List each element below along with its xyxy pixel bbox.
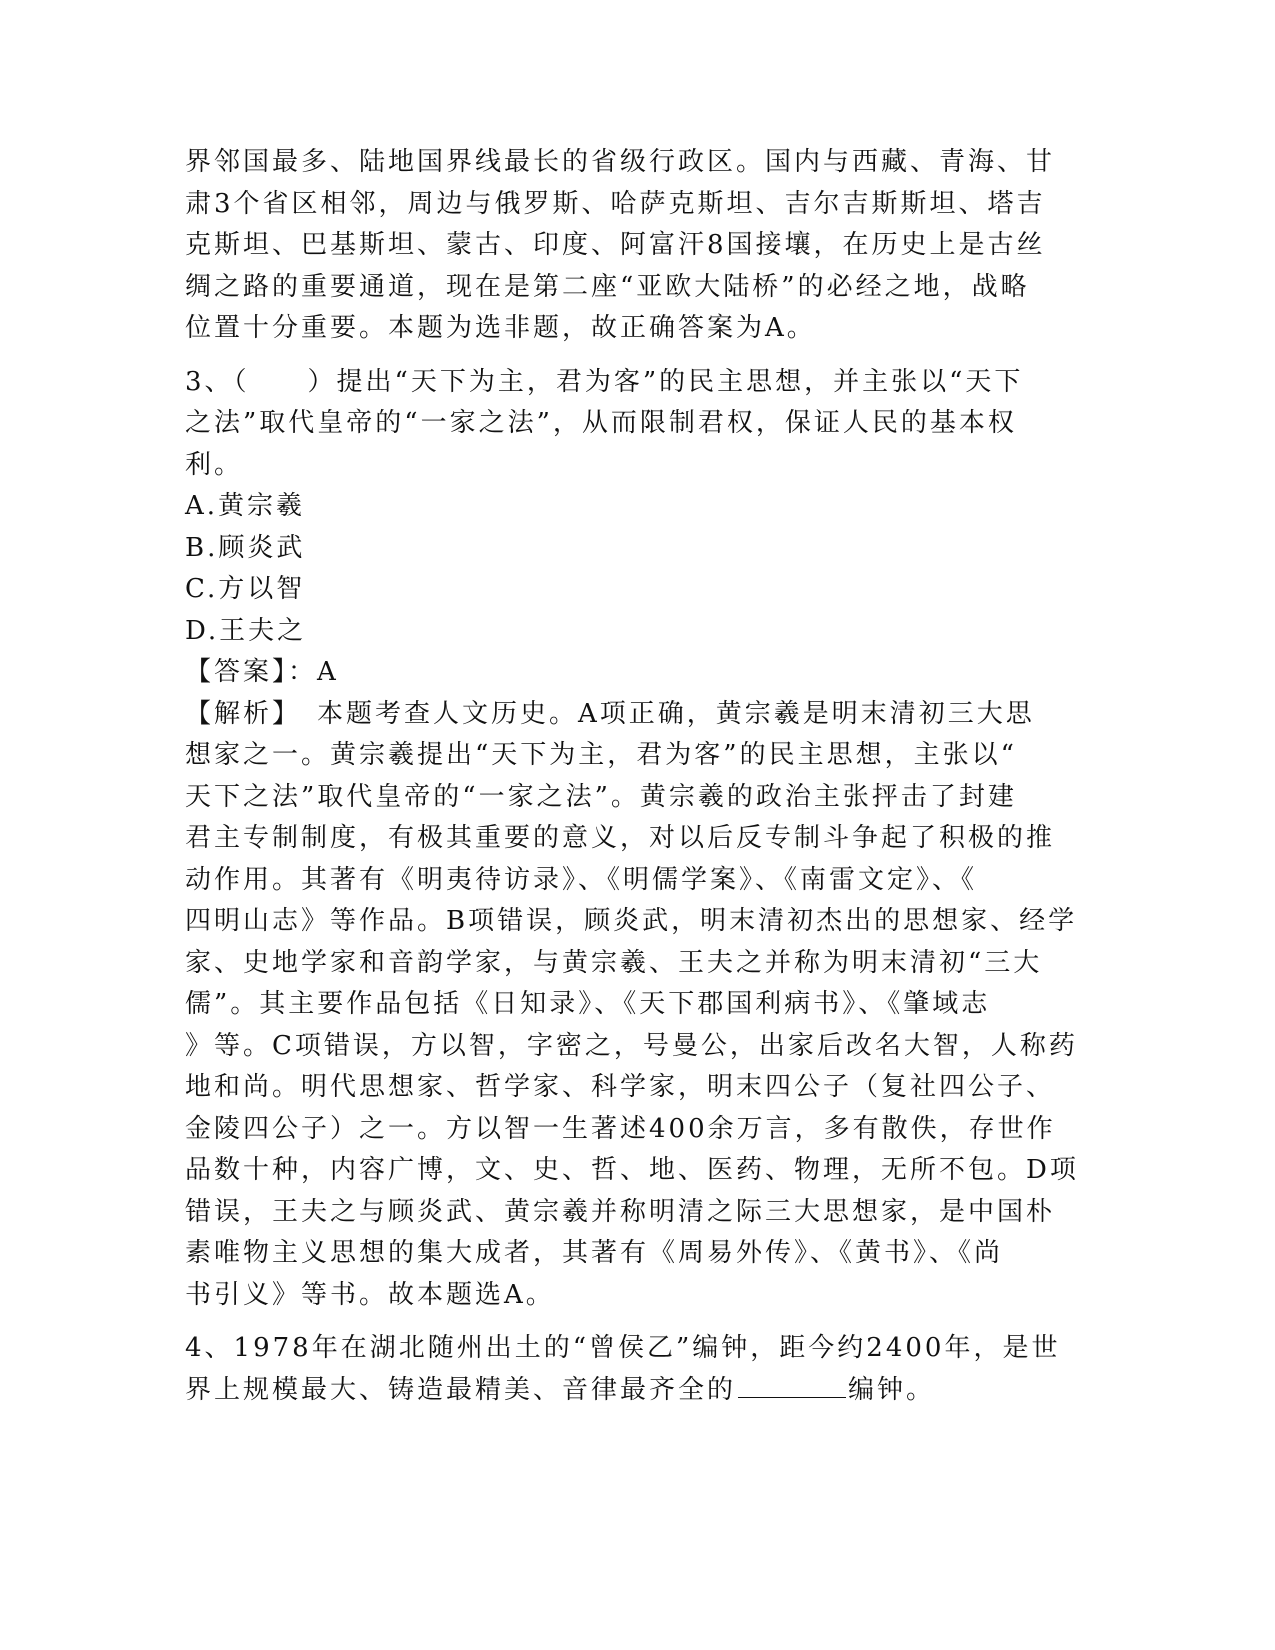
option-d: D.王夫之: [185, 615, 307, 646]
analysis-line: 错误，王夫之与顾炎武、黄宗羲并称明清之际三大思想家，是中国朴: [185, 1196, 1056, 1227]
question-stem-line: 利。: [185, 449, 244, 480]
analysis-line: 【解析】 本题考查人文历史。A项正确，黄宗羲是明末清初三大思: [185, 698, 1035, 729]
document-page: [185, 142, 1079, 1411]
analysis-line: 金陵四公子）之一。方以智一生著述400余万言，多有散佚，存世作: [185, 1113, 1056, 1144]
analysis-line: 动作用。其著有《明夷待访录》、《明儒学案》、《南雷文定》、《: [185, 864, 978, 895]
question-stem-line: [185, 1370, 1045, 1412]
option-c: C.方以智: [185, 574, 306, 604]
question-stem-line: 之法”取代皇帝的“一家之法”，从而限制君权，保证人民的基本权: [185, 408, 1017, 438]
stem-text-before-blank: 界上规模最大、铸造最精美、音律最齐全的: [185, 1374, 737, 1405]
fill-in-blank: [738, 1375, 846, 1398]
analysis-line: 品数十种，内容广博，文、史、哲、地、医药、物理，无所不包。D项: [185, 1155, 1079, 1185]
analysis-line: 家、史地学家和音韵学家，与黄宗羲、王夫之并称为明末清初“三大: [185, 947, 1043, 978]
answer-label: 【答案】：: [185, 657, 318, 687]
analysis-line: 天下之法”取代皇帝的“一家之法”。黄宗羲的政治主张抨击了封建: [185, 781, 1017, 812]
analysis-line: 君主专制制度，有极其重要的意义，对以后反专制斗争起了积极的推: [185, 823, 1056, 853]
analysis-line: 四明山志》等作品。B项错误，顾炎武，明末清初杰出的思想家、经学: [185, 906, 1078, 936]
question-3: [185, 362, 1079, 1317]
text-line: 界邻国最多、陆地国界线最长的省级行政区。国内与西藏、青海、甘: [185, 147, 1056, 177]
text-line: 克斯坦、巴基斯坦、蒙古、印度、阿富汗8国接壤，在历史上是古丝: [185, 230, 1046, 260]
analysis-line: 地和尚。明代思想家、哲学家、科学家，明末四公子（复社四公子、: [185, 1072, 1056, 1102]
prev-explanation: [185, 142, 1056, 350]
option-b: B.顾炎武: [185, 532, 306, 563]
question-stem-line: 3、（ ）提出“天下为主，君为客”的民主思想，并主张以“天下: [185, 366, 1024, 397]
answer-line: [185, 652, 1045, 694]
analysis-line: 书引义》等书。故本题选A。: [185, 1279, 555, 1310]
text-line: 绸之路的重要通道，现在是第二座“亚欧大陆桥”的必经之地，战略: [185, 271, 1030, 302]
analysis-line: 素唯物主义思想的集大成者，其著有《周易外传》、《黄书》、《尚: [185, 1238, 1004, 1268]
question-4: [185, 1328, 1061, 1411]
text-line: 位置十分重要。本题为选非题，故正确答案为A。: [185, 313, 816, 343]
analysis-line: 儒”。其主要作品包括《日知录》、《天下郡国利病书》、《肇域志: [185, 989, 991, 1019]
answer-value: A: [317, 657, 339, 687]
question-stem-line: 4、1978年在湖北随州出土的“曾侯乙”编钟，距今约2400年，是世: [185, 1333, 1061, 1363]
stem-text-after-blank: 编钟。: [848, 1374, 936, 1405]
analysis-line: 》等。C项错误，方以智，字密之，号曼公，出家后改名大智，人称药: [185, 1030, 1078, 1061]
option-a: A.黄宗羲: [185, 491, 306, 521]
text-line: 肃3个省区相邻，周边与俄罗斯、哈萨克斯坦、吉尔吉斯斯坦、塔吉: [185, 188, 1046, 219]
analysis-line: 想家之一。黄宗羲提出“天下为主，君为客”的民主思想，主张以“: [185, 740, 1017, 770]
